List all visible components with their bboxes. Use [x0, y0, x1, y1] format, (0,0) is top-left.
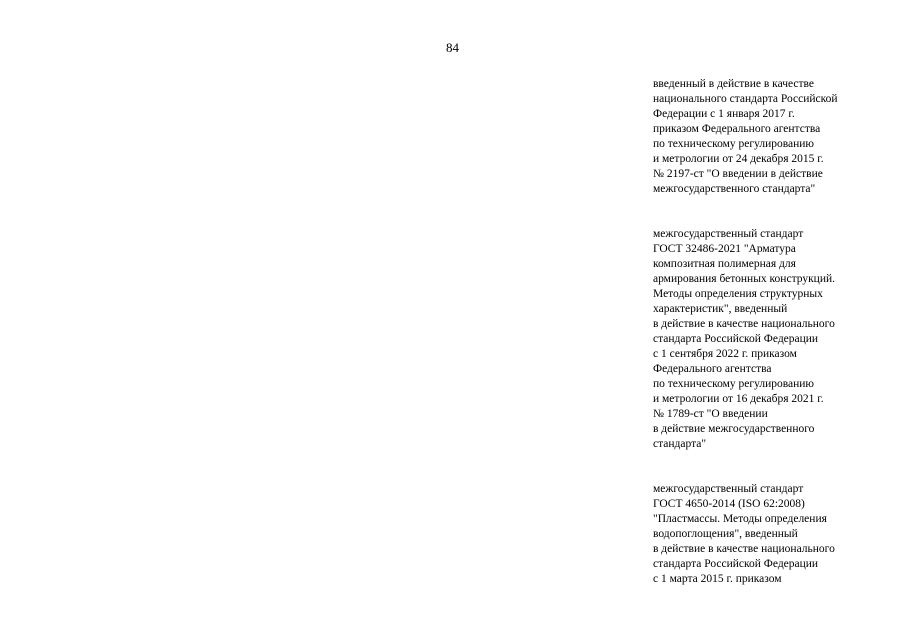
- text-line: межгосударственный стандарт: [653, 228, 804, 240]
- text-line: межгосударственный стандарт: [653, 483, 804, 495]
- text-line: по техническому регулированию: [653, 138, 815, 150]
- document-text-column: [653, 77, 898, 617]
- text-line: ГОСТ 4650-2014 (ISO 62:2008): [653, 498, 805, 510]
- paragraph-1: [653, 77, 898, 197]
- text-line: в действие в качестве национального: [653, 318, 835, 330]
- text-line: введенный в действие в качестве: [653, 78, 815, 90]
- text-line: межгосударственного стандарта": [653, 183, 816, 195]
- text-line: и метрологии от 24 декабря 2015 г.: [653, 153, 824, 165]
- text-line: по техническому регулированию: [653, 378, 815, 390]
- text-line: национального стандарта Российской: [653, 93, 838, 105]
- text-line: стандарта Российской Федерации: [653, 333, 819, 345]
- text-line: стандарта": [653, 438, 707, 450]
- page-number: 84: [446, 40, 459, 55]
- text-line: № 2197-ст "О введении в действие: [653, 168, 823, 180]
- text-line: в действие межгосударственного: [653, 423, 815, 435]
- text-line: характеристик", введенный: [653, 303, 788, 315]
- text-line: композитная полимерная для: [653, 258, 796, 270]
- text-line: армирования бетонных конструкций.: [653, 273, 836, 285]
- text-line: Методы определения структурных: [653, 288, 823, 300]
- text-line: с 1 марта 2015 г. приказом: [653, 573, 782, 585]
- paragraph-3: [653, 482, 898, 587]
- text-line: "Пластмассы. Методы определения: [653, 513, 827, 525]
- text-line: Федерации с 1 января 2017 г.: [653, 108, 795, 120]
- text-line: ГОСТ 32486-2021 "Арматура: [653, 243, 796, 255]
- text-line: и метрологии от 16 декабря 2021 г.: [653, 393, 824, 405]
- text-line: с 1 сентября 2022 г. приказом: [653, 348, 797, 360]
- text-line: в действие в качестве национального: [653, 543, 835, 555]
- text-line: № 1789-ст "О введении: [653, 408, 768, 420]
- text-line: приказом Федерального агентства: [653, 123, 821, 135]
- text-line: Федерального агентства: [653, 363, 772, 375]
- paragraph-2: [653, 227, 898, 452]
- text-line: стандарта Российской Федерации: [653, 558, 819, 570]
- text-line: водопоглощения", введенный: [653, 528, 798, 540]
